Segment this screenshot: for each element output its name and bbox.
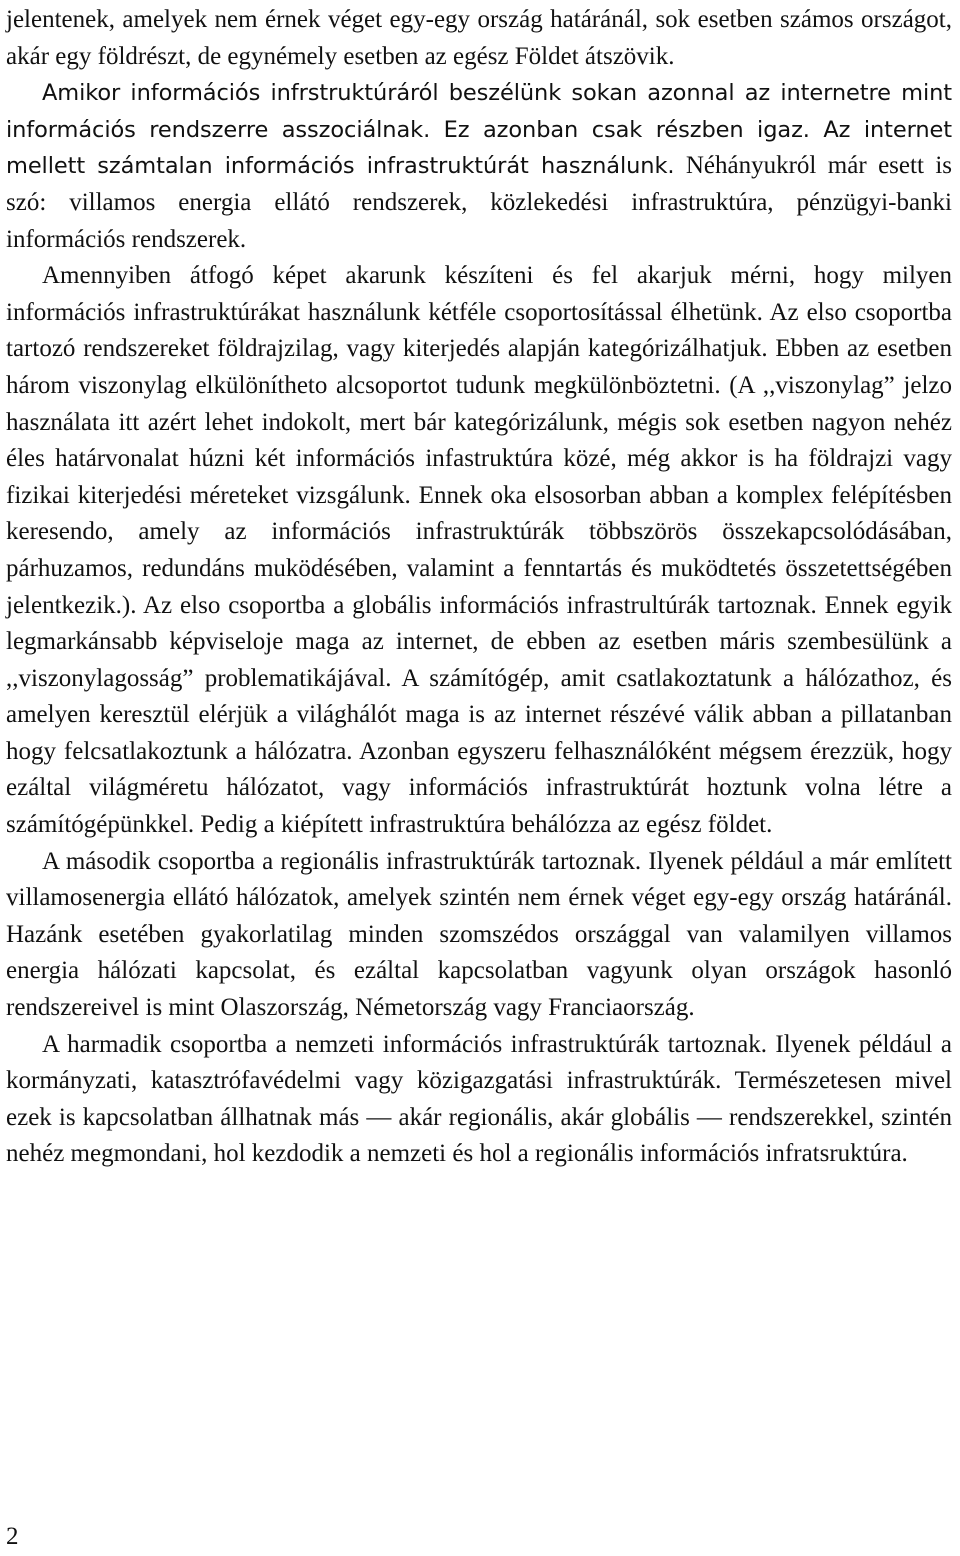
- page-number: 2: [6, 1523, 19, 1550]
- paragraph-1: [6, 2, 952, 75]
- paragraph-4: [6, 844, 952, 1027]
- paragraph-5-text: A harmadik csoportba a nemzeti információs infrastruktúrák tartoznak. Ilyenek például a kormányzati, katasztrófavédelmi vagy közigazgatási infrastruktúrák. Természetesen mivel ezek is kapcsolatban állhatnak más — akár regionális, akár globális — rendszerekkel, szintén nehéz megmondani, hol kezdodik a nemzeti és hol a regionális információs infratsruktúra.: [6, 1030, 952, 1168]
- paragraph-1-text: jelentenek, amelyek nem érnek véget egy-egy ország határánál, sok esetben számos országot, akár egy földrészt, de egynémely esetben az egész Földet átszövik.: [6, 6, 952, 70]
- paragraph-3: [6, 258, 952, 844]
- paragraph-5: [6, 1027, 952, 1173]
- paragraph-2-text-sans: Amikor információs infrstruktúráról beszélünk sokan azonnal az internetre mint információs rendszerre asszociálnak. Ez azonban csak részben igaz. Az internet mellett számtalan információs infrastruktúrát használunk.: [6, 80, 952, 180]
- paragraph-4-text: A második csoportba a regionális infrastruktúrák tartoznak. Ilyenek például a már említett villamosenergia ellátó hálózatok, amelyek szintén nem érnek véget egy-egy ország határánál. Hazánk esetében gyakorlatilag minden szomszédos országgal van valamilyen villamos energia hálózati kapcsolat, és ezáltal kapcsolatban vagyunk olyan országok hasonló rendszereivel is mint Olaszország, Németország vagy Franciaország.: [6, 847, 952, 1022]
- paragraph-2: [6, 75, 952, 258]
- paragraph-3-text: Amennyiben átfogó képet akarunk készíteni és fel akarjuk mérni, hogy milyen információs infrastruktúrákat használunk kétféle csoportosítással élhetünk. Az elso csoportba tartozó rendszereket földrajzilag, vagy kiterjedés alapján kategórizálhatjuk. Ebben az esetben három viszonylag elkülönítheto alcsoportot tudunk megkülönböztetni. (A ,,viszonylag” jelzo használata itt azért lehet indokolt, mert bár kategórizálunk, mégis sok esetben nagyon nehéz éles határvonalat húzni két információs infastruktúra közé, még akkor is ha földrajzi vagy fizikai kiterjedési méreteket vizsgálunk. Ennek oka elsosorban abban a komplex felépítésben keresendo, amely az információs infrastruktúrák többszörös összekapcsolódásában, párhuzamos, redundáns muködésében, valamint a fenntartás és muködtetés összetettségében jelentkezik.). Az elso csoportba a globális információs infrastrultúrák tartoznak. Ennek egyik legmarkánsabb képviseloje maga az internet, de ebben az esetben máris szembesülünk a ,,viszonylagosság” problematikájával. A számítógép, amit csatlakoztatunk a hálózathoz, és amelyen keresztül elérjük a világhálót maga is az internet részévé válik abban a pillatanban hogy felcsatlakoztunk a hálózatra. Azonban egyszeru felhasználóként mégsem érezzük, hogy ezáltal világméretu hálózatot, vagy információs infrastruktúrát hoztunk volna létre a számítógépünkkel. Pedig a kiépített infrastruktúra behálózza az egész földet.: [6, 262, 952, 839]
- paragraph-2-text: Néhányukról már esett is szó: villamos energia ellátó rendszerek, közlekedési infrastruktúra, pénzügyi-banki információs rendszerek.: [6, 152, 952, 253]
- document-body: [6, 2, 952, 1173]
